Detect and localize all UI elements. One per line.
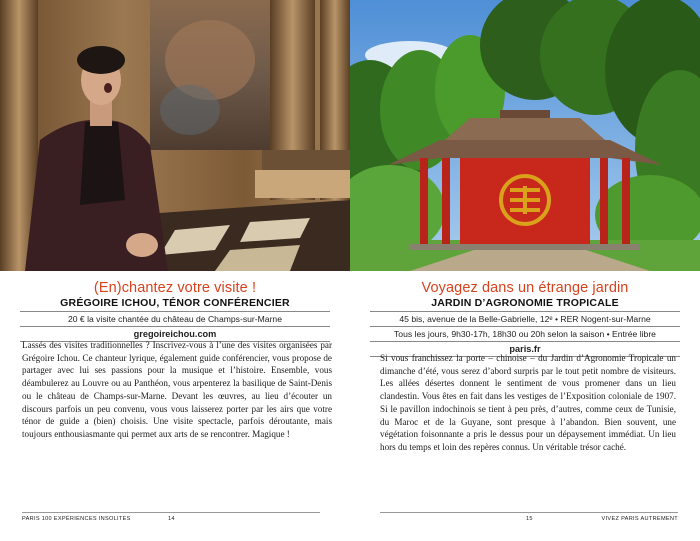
chinese-pavilion-photo: [350, 0, 700, 271]
hours-info: Tous les jours, 9h30-17h, 18h30 ou 20h selon la saison • Entrée libre: [370, 326, 680, 341]
footer-rule: [380, 512, 678, 513]
article-subtitle: JARDIN D’AGRONOMIE TROPICALE: [431, 297, 619, 309]
price-info: 20 € la visite chantée du château de Champs-sur-Marne: [20, 311, 330, 326]
address-info: 45 bis, avenue de la Belle-Gabrielle, 12ᵉ • RER Nogent-sur-Marne: [370, 311, 680, 326]
tenor-singer-photo: [0, 0, 350, 271]
footer-rule: [22, 512, 320, 513]
article-title: Voyagez dans un étrange jardin: [421, 280, 629, 296]
page-number: 14: [168, 516, 175, 522]
article-title: (En)chantez votre visite !: [93, 280, 257, 296]
footer-title: VIVEZ PARIS AUTREMENT: [601, 516, 678, 522]
article-body: Si vous franchissez la porte – chinoise – du Jardin d’Agronomie Tropicale un dimanche d’été, vous serez d’abord surpris par le tout petit nombre de visiteurs. Les allées désertes donnent le sentiment de vous promener dans un lieu clandestin. Vous êtes en fait dans les vestiges de l’Exposition coloniale de 1907. Si le pavillon indochinois se tient à peu près, d’autres, comme ceux de Tunisie, du Maroc et de la Guyane, sont presque à l’abandon. Bien souvent, une végétation foisonnante a pris le dessus pour un dépaysement immédiat. Un lieu hors du temps et loin des repères connus. Un véritable trésor caché.: [380, 353, 676, 452]
website-link[interactable]: gregoireichou.com: [20, 326, 330, 342]
article-subtitle: GRÉGOIRE ICHOU, TÉNOR CONFÉRENCIER: [60, 297, 290, 309]
footer-title: PARIS 100 EXPÉRIENCES INSOLITES: [22, 516, 131, 522]
right-page: [350, 0, 700, 541]
website-link[interactable]: paris.fr: [370, 341, 680, 357]
info-box: [20, 311, 330, 342]
info-box: [370, 311, 680, 357]
page-number: 15: [526, 516, 533, 522]
article-body: Lassés des visites traditionnelles ? Inscrivez-vous à l’une des visites organisées par Grégoire Ichou. Ce chanteur lyrique, également guide conférencier, vous propose de partager avec lui ses passions pour la musique et l’histoire. Ensemble, vous déambulerez au Louvre ou au Panthéon, vous arpenterez la basilique de Saint-Denis ou le château de Champs-sur-Marne. Devant les œuvres, au lieu d’écouter un discours parfois un peu convenu, vous vous laisserez porter par les airs que votre ténor de guide a (bien) choisis. Une visite spectacle, parfois déroutante, mais toujours enthousiasmante qui permet aux arts de se rencontrer. Magique !: [22, 340, 332, 439]
